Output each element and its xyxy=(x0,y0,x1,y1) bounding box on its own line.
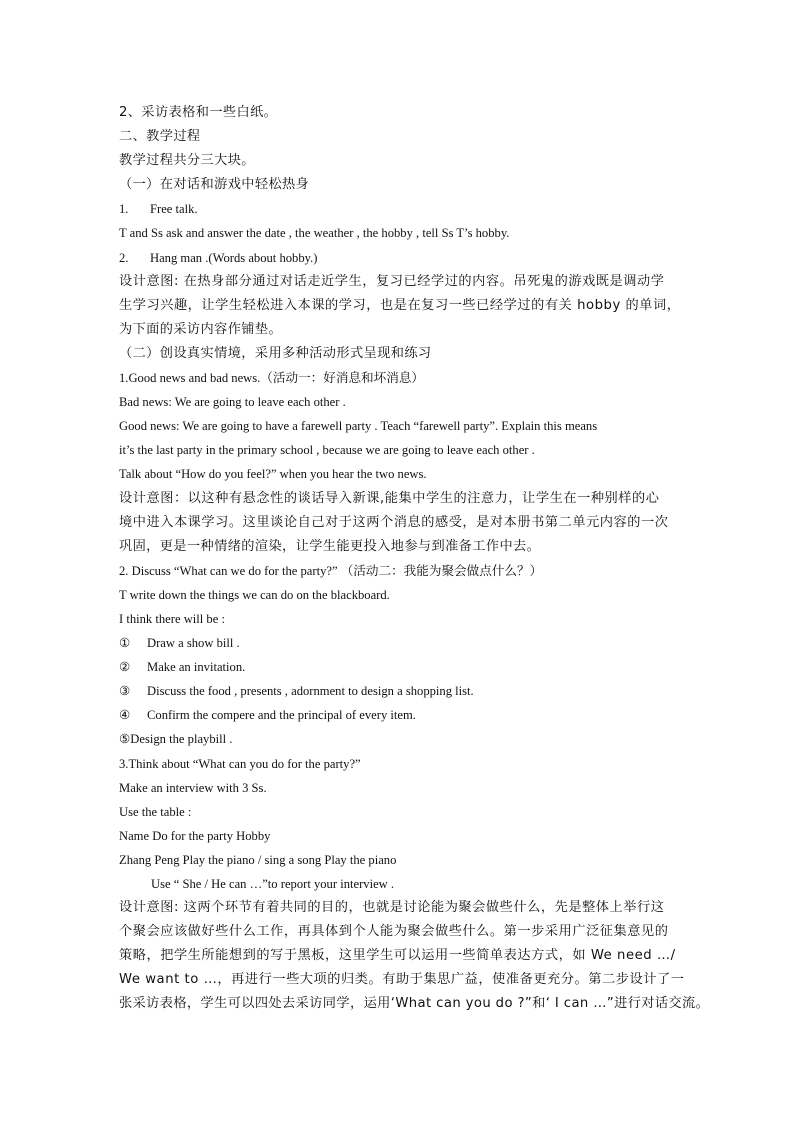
section-heading-teaching-process: 二、教学过程 xyxy=(119,129,201,145)
item-number: ① xyxy=(119,636,131,651)
numbered-item-free-talk xyxy=(119,197,681,221)
item-text: Discuss the food , presents , adornment to design a shopping list. xyxy=(147,684,474,699)
item-number: ③ xyxy=(119,684,131,699)
numbered-item-hang-man xyxy=(119,246,681,270)
paragraph-interview: Make an interview with 3 Ss. xyxy=(119,780,267,795)
design-intent-2-line-1: 设计意图：以这种有悬念性的谈话导入新课,能集中学生的注意力，让学生在一种别样的心 xyxy=(119,490,660,506)
design-intent-3-line-3: 策略，把学生所能想到的写于黑板，这里学生可以运用一些简单表达方式，如 We need …/ xyxy=(119,948,676,964)
paragraph-report: Use “ She / He can …”to report your interview . xyxy=(151,877,395,891)
list-item-1 xyxy=(119,631,681,655)
table-example-row: Zhang Peng Play the piano / sing a song Play the piano xyxy=(119,852,397,867)
item-number: ④ xyxy=(119,708,131,723)
design-intent-1-line-1: 设计意图: 在热身部分通过对话走近学生，复习已经学过的内容。吊死鬼的游戏既是调动学 xyxy=(119,273,665,289)
activity-2-heading: 2. Discuss “What can we do for the party?” （活动二：我能为聚会做点什么？） xyxy=(119,563,543,578)
document-body xyxy=(119,101,710,1017)
item-number: ② xyxy=(119,660,131,675)
paragraph-good-news: Good news: We are going to have a farewell party . Teach “farewell party”. Explain this means xyxy=(119,419,598,434)
item-text: Free talk. xyxy=(150,202,198,217)
item-text: Make an invitation. xyxy=(147,660,246,675)
design-intent-3-line-5: 张采访表格，学生可以四处去采访同学，运用‘What can you do ?”和‘ I can …”进行对话交流。 xyxy=(119,996,710,1012)
list-item-5: ⑤Design the playbill . xyxy=(119,732,233,747)
paragraph-free-talk-detail: T and Ss ask and answer the date , the weather , the hobby , tell Ss T’s hobby. xyxy=(119,226,510,241)
design-intent-3-line-4: We want to …，再进行一些大项的归类。有助于集思广益，使准备更充分。第二步设计了一 xyxy=(119,972,685,988)
paragraph-bad-news: Bad news: We are going to leave each other . xyxy=(119,395,346,410)
item-text: Confirm the compere and the principal of every item. xyxy=(147,708,416,723)
design-intent-1-line-3: 为下面的采访内容作铺垫。 xyxy=(119,321,283,337)
design-intent-3-line-2: 个聚会应该做好些什么工作，再具体到个人能为聚会做些什么。第一步采用广泛征集意见的 xyxy=(119,924,669,940)
list-item-3 xyxy=(119,679,681,703)
design-intent-2-line-3: 巩固，更是一种情绪的渲染，让学生能更投入地参与到准备工作中去。 xyxy=(119,538,541,554)
paragraph-use-table: Use the table : xyxy=(119,804,192,819)
paragraph-overview: 教学过程共分三大块。 xyxy=(119,153,255,169)
item-text: Hang man .(Words about hobby.) xyxy=(150,250,318,265)
item-text: Draw a show bill . xyxy=(147,636,240,651)
subsection-heading-warm-up: （一）在对话和游戏中轻松热身 xyxy=(119,177,310,193)
design-intent-1-line-2: 生学习兴趣，让学生轻松进入本课的学习，也是在复习一些已经学过的有关 hobby 的单词， xyxy=(119,297,681,313)
subsection-heading-real-context: （二）创设真实情境，采用多种活动形式呈现和练习 xyxy=(119,345,432,361)
list-item-2 xyxy=(119,655,681,679)
activity-1-heading: 1.Good news and bad news.（活动一：好消息和坏消息） xyxy=(119,371,425,386)
paragraph-i-think: I think there will be : xyxy=(119,611,225,626)
paragraph-good-news-cont: it’s the last party in the primary school , because we are going to leave each other . xyxy=(119,443,535,458)
design-intent-2-line-2: 境中进入本课学习。这里谈论自己对于这两个消息的感受，是对本册书第二单元内容的一次 xyxy=(119,514,669,530)
material-item-2: 2、采访表格和一些白纸。 xyxy=(119,105,278,120)
design-intent-3-line-1: 设计意图: 这两个环节有着共同的目的，也就是讨论能为聚会做些什么，先是整体上举行这 xyxy=(119,900,665,916)
item-number: 1. xyxy=(119,202,129,217)
item-number: 2. xyxy=(119,250,129,265)
list-item-4 xyxy=(119,703,681,727)
table-header-row: Name Do for the party Hobby xyxy=(119,828,271,843)
paragraph-talk-about: Talk about “How do you feel?” when you hear the two news. xyxy=(119,467,427,482)
activity-3-heading: 3.Think about “What can you do for the party?” xyxy=(119,756,361,771)
paragraph-blackboard: T write down the things we can do on the blackboard. xyxy=(119,587,390,602)
